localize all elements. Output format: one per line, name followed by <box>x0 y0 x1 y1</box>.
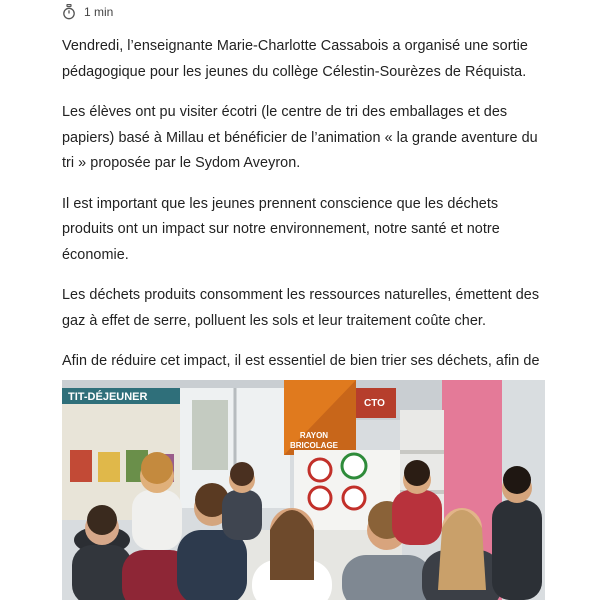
paragraph: Les élèves ont pu visiter écotri (le centre de tri des emballages et des papiers) basé à Millau et bénéficier de l’animation « la grande aventure du tri » proposée par le Sydom Aveyron. <box>62 104 538 171</box>
sign-top: TIT-DÉJEUNER <box>68 391 148 403</box>
paragraph: Afin de réduire cet impact, il est essentiel de bien trier ses déchets, afin de <box>62 353 540 369</box>
paragraph: Il est important que les jeunes prennent conscience que les déchets produits ont un impact sur notre environnement, notre santé et notre économie. <box>62 195 500 263</box>
read-time <box>62 4 113 20</box>
stopwatch-icon <box>62 4 76 20</box>
article-photo <box>62 380 545 600</box>
read-time-label: 1 min <box>84 5 114 19</box>
sign-brico: RAYON BRICOLAGE <box>290 431 338 450</box>
article-body <box>62 34 542 415</box>
paragraph: Les déchets produits consomment les ressources naturelles, émettent des gaz à effet de serre, polluent les sols et leur traitement coûte cher. <box>62 287 540 329</box>
sign-cto: CTO <box>364 398 385 409</box>
paragraph: Vendredi, l’enseignante Marie-Charlotte Cassabois a organisé une sortie pédagogique pour les jeunes du collège Célestin-Sourèzes de Réquista. <box>62 38 528 80</box>
